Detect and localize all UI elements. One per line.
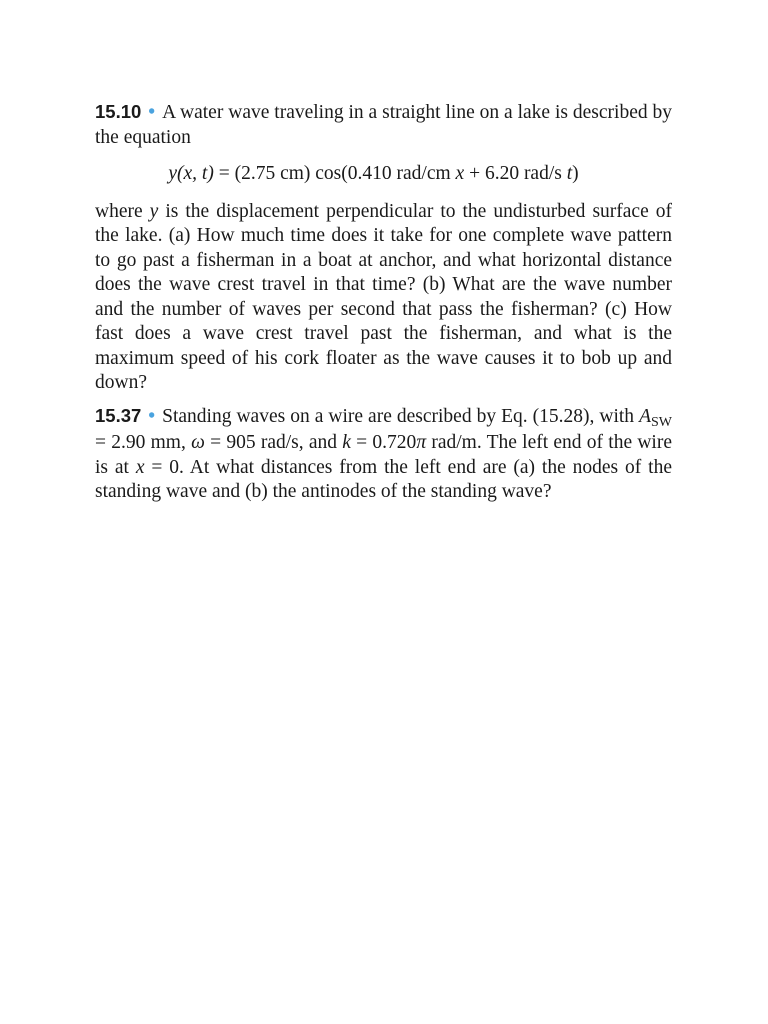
- problem-15-10: [95, 100, 672, 396]
- problem-number: 15.10: [95, 101, 142, 122]
- difficulty-bullet: •: [148, 102, 156, 123]
- problem-15-37: 15.37 • Standing waves on a wire are described by Eq. (15.28), with $A_{SW} = 2.90$ mm, ω = 905 rad/s, and k = 0.720π rad/m. The left end of the wire is at x = 0. At what distances from the left end are (a) the nodes of the standing wave and (b) the antinodes of the standing wave?: [95, 404, 672, 502]
- difficulty-bullet: •: [148, 405, 156, 427]
- problem-body: where y is the displacement perpendicular to the undisturbed surface of the lake. (a) How much time does it take for one complete wave pattern to go past a fisherman in a boat at anchor, and what horizontal distance does the wave crest travel in that time? (b) What are the wave number and the number of waves per second that pass the fisherman? (c) How fast does a wave crest travel past the fisherman, and what is the maximum speed of his cork floater as the wave causes it to bob up and down?: [95, 200, 673, 393]
- problem-number: 15.37: [95, 404, 142, 426]
- problem-intro: A water wave traveling in a straight line on a lake is described by the equation: [95, 102, 672, 148]
- textbook-page: [95, 100, 672, 505]
- wave-equation: y(x, t) = (2.75 cm) cos(0.410 rad/cm x + 6.20 rad/s t): [168, 163, 579, 184]
